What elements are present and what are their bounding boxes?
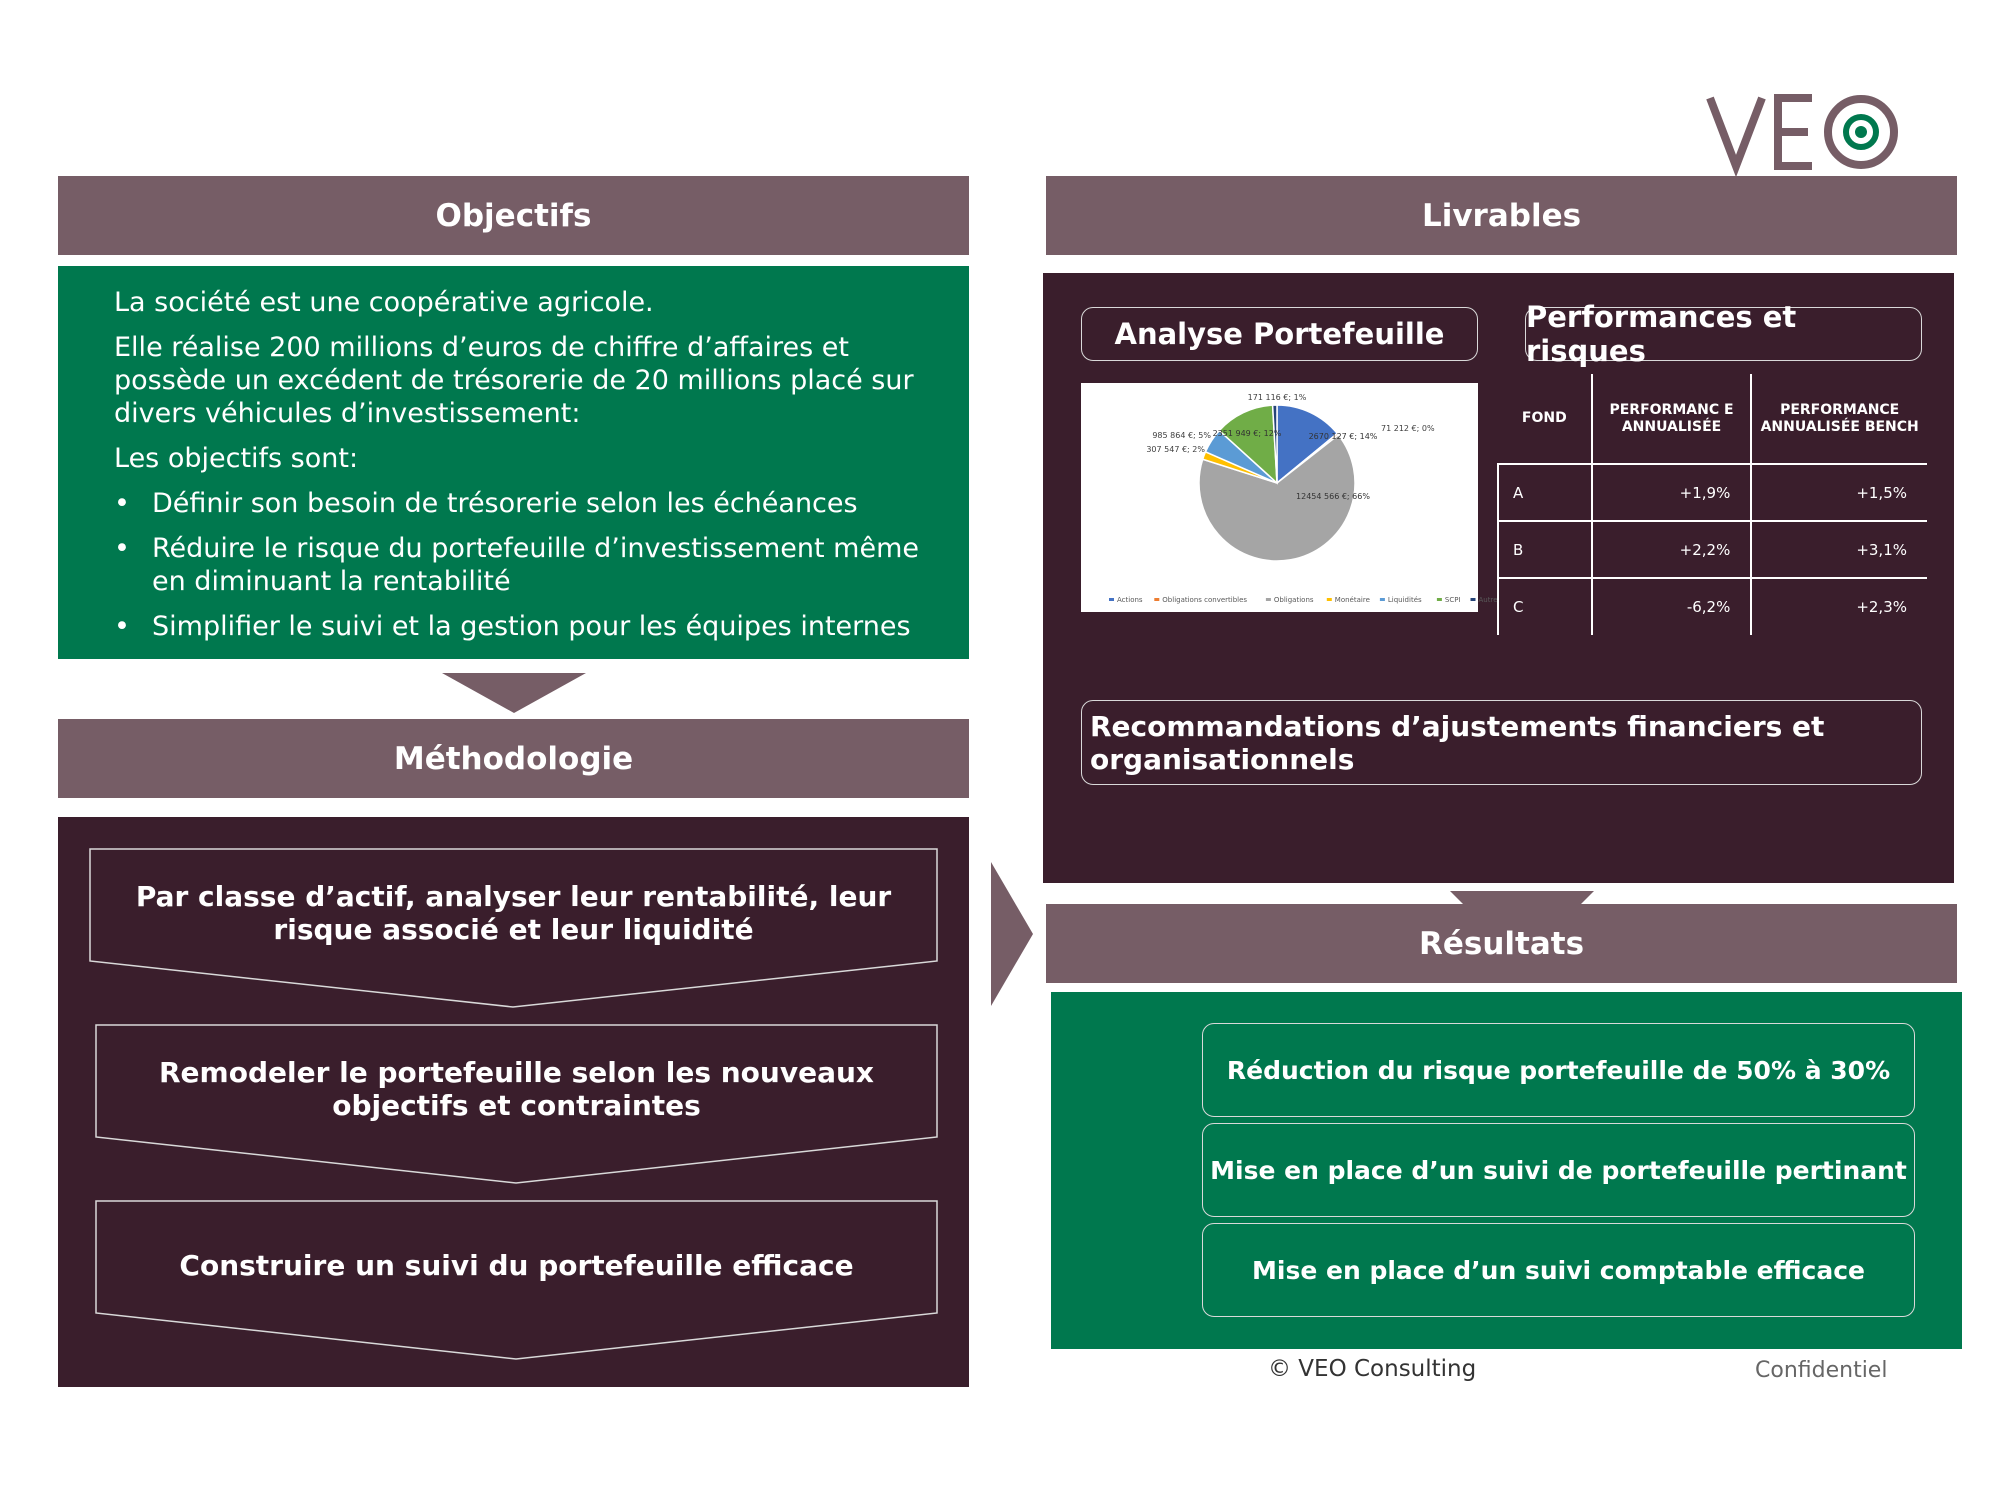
legend-swatch xyxy=(1471,598,1476,601)
legend-item xyxy=(1471,596,1498,604)
table-cell: A xyxy=(1498,464,1592,521)
resultat-item-3: Mise en place d’un suivi comptable efficace xyxy=(1202,1223,1915,1317)
resultats-header: Résultats xyxy=(1046,904,1957,983)
column-header: FOND xyxy=(1498,374,1592,464)
methodologie-step-2: Remodeler le portefeuille selon les nouveaux objectifs et contraintes xyxy=(95,1024,938,1184)
pie-data-label: 2351 949 €; 12% xyxy=(1212,429,1282,438)
pie-data-label: 2670 127 €; 14% xyxy=(1308,432,1378,441)
table-cell: B xyxy=(1498,521,1592,578)
pie-data-label: 985 864 €; 5% xyxy=(1152,431,1211,440)
table-row xyxy=(1498,578,1927,635)
footer-confidential: Confidentiel xyxy=(1755,1358,1888,1383)
table-header-row xyxy=(1498,374,1927,464)
table-cell: +1,5% xyxy=(1751,464,1927,521)
performance-table xyxy=(1497,374,1927,635)
down-arrow-icon xyxy=(442,673,586,713)
objectifs-paragraph: La société est une coopérative agricole. xyxy=(114,287,654,318)
right-arrow-icon xyxy=(991,862,1033,1006)
list-item: • Définir son besoin de trésorerie selon les échéances xyxy=(114,488,858,519)
pie-data-label: 12454 566 €; 66% xyxy=(1296,492,1370,501)
veo-logo xyxy=(1706,90,1906,176)
table-cell: C xyxy=(1498,578,1592,635)
objectifs-paragraph: Elle réalise 200 millions d’euros de chiffre d’affaires et possède un excédent de trésorerie de 20 millions placé sur divers véhicules d’investissement: xyxy=(114,332,914,429)
pie-data-label: 307 547 €; 2% xyxy=(1146,445,1205,454)
resultat-item-2: Mise en place d’un suivi de portefeuille pertinant xyxy=(1202,1123,1915,1217)
legend-label: Liquidités xyxy=(1387,596,1422,604)
legend-swatch xyxy=(1154,598,1159,601)
livrables-header: Livrables xyxy=(1046,176,1957,255)
legend-swatch xyxy=(1437,598,1442,601)
legend-item xyxy=(1380,596,1422,604)
legend-label: Obligations xyxy=(1273,596,1314,604)
recommandations-label: Recommandations d’ajustements financiers et organisationnels xyxy=(1081,700,1922,785)
column-header: PERFORMANC E ANNUALISÉE xyxy=(1592,374,1752,464)
footer-copyright: © VEO Consulting xyxy=(1268,1356,1477,1382)
pie-data-label: 171 116 €; 1% xyxy=(1247,393,1307,402)
bullet-icon: • xyxy=(114,488,130,519)
table-cell: +3,1% xyxy=(1751,521,1927,578)
list-item: • Simplifier le suivi et la gestion pour les équipes internes xyxy=(114,611,911,642)
legend-swatch xyxy=(1380,598,1385,601)
legend-swatch xyxy=(1266,598,1271,601)
bullet-icon: • xyxy=(114,611,130,642)
legend-label: Obligations convertibles xyxy=(1162,596,1248,604)
methodologie-step-1: Par classe d’actif, analyser leur rentabilité, leur risque associé et leur liquidité xyxy=(89,848,938,1008)
table-cell: +2,3% xyxy=(1856,598,1907,616)
objectifs-header: Objectifs xyxy=(58,176,969,255)
performances-risques-label: Performances et risques xyxy=(1525,307,1922,361)
table-cell: +2,2% xyxy=(1592,521,1752,578)
pie-chart xyxy=(1081,383,1498,612)
objectifs-list xyxy=(114,487,939,643)
legend-item xyxy=(1154,596,1247,604)
objectifs-paragraph: Les objectifs sont: xyxy=(114,443,359,474)
legend-item xyxy=(1437,596,1461,604)
legend-swatch xyxy=(1109,598,1114,601)
legend-item xyxy=(1266,596,1314,604)
legend-item xyxy=(1109,596,1143,604)
analyse-portefeuille-label: Analyse Portefeuille xyxy=(1081,307,1478,361)
table-row xyxy=(1498,521,1927,578)
methodologie-step-3: Construire un suivi du portefeuille efficace xyxy=(95,1200,938,1360)
resultat-item-1: Réduction du risque portefeuille de 50% à 30% xyxy=(1202,1023,1915,1117)
legend-label: Actions xyxy=(1117,596,1143,604)
methodologie-header: Méthodologie xyxy=(58,719,969,798)
table-cell: +1,9% xyxy=(1592,464,1752,521)
pie-data-label: 71 212 €; 0% xyxy=(1381,424,1435,433)
legend-label: Monétaire xyxy=(1334,596,1370,604)
objectifs-panel xyxy=(58,266,969,659)
table-row xyxy=(1498,464,1927,521)
down-arrow-icon xyxy=(1450,891,1594,905)
pie-chart-svg xyxy=(1081,383,1498,612)
list-item: • Réduire le risque du portefeuille d’investissement même en diminuant la rentabilité xyxy=(114,533,919,597)
bullet-icon: • xyxy=(114,533,130,564)
legend-label: SCPI xyxy=(1444,596,1461,604)
legend-swatch xyxy=(1327,598,1332,601)
legend-item xyxy=(1327,596,1370,604)
column-header: PERFORMANCE ANNUALISÉE BENCH xyxy=(1751,374,1927,464)
table-cell: -6,2% xyxy=(1592,578,1752,635)
legend-label: Autre xyxy=(1478,596,1498,604)
